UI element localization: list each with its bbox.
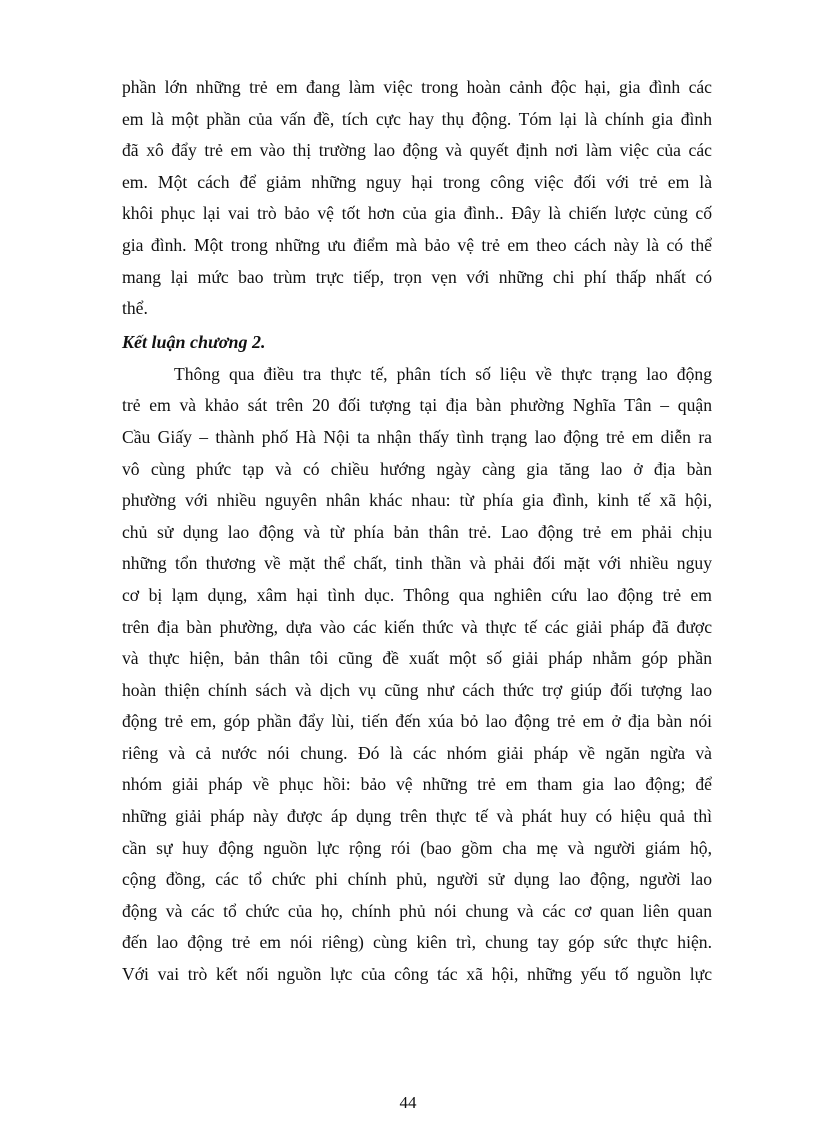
text-line: cơ bị lạm dụng, xâm hại tình dục. Thông qua nghiên cứu lao động trẻ em [122,584,712,605]
text-line: em. Một cách để giảm những nguy hại trong công việc đối với trẻ em là [122,171,712,192]
text-line: những giải pháp này được áp dụng trên thực tế và phát huy có hiệu quả thì [122,806,712,827]
text-line: Thông qua điều tra thực tế, phân tích số liệu về thực trạng lao động [174,363,712,384]
text-line: trẻ em và khảo sát trên 20 đối tượng tại địa bàn phường Nghĩa Tân – quận [122,395,712,416]
text-line: động trẻ em, góp phần đẩy lùi, tiến đến xúa bỏ lao động trẻ em ở địa bàn nói [122,711,712,732]
text-line: gia đình. Một trong những ưu điểm mà bảo vệ trẻ em theo cách này là có thể [122,234,712,255]
text-line: cần sự huy động nguồn lực rộng rói (bao gồm cha mẹ và người giám hộ, [122,837,712,858]
text-line: cộng đồng, các tổ chức phi chính phủ, người sử dụng lao động, người lao [122,869,712,890]
text-line: những tổn thương về mặt thể chất, tinh thần và phải đối mặt với nhiều nguy [122,553,712,574]
section-heading: Kết luận chương 2. [122,331,266,352]
text-line: chủ sử dụng lao động và từ phía bản thân trẻ. Lao động trẻ em phải chịu [122,521,712,542]
text-line: Cầu Giấy – thành phố Hà Nội ta nhận thấy tình trạng lao động trẻ em diễn ra [122,426,712,447]
text-line: Với vai trò kết nối nguồn lực của công tác xã hội, những yếu tố nguồn lực [122,964,712,985]
page-number: 44 [399,1093,417,1112]
text-line: trên địa bàn phường, dựa vào các kiến thức và thực tế các giải pháp đã được [122,616,712,637]
paragraph-1 [122,72,712,325]
text-line: vô cùng phức tạp và có chiều hướng ngày càng gia tăng lao ở địa bàn [122,458,712,479]
paragraph-2 [122,359,712,991]
text-line: nhóm giải pháp về phục hồi: bảo vệ những trẻ em tham gia lao động; để [122,774,712,795]
text-line: hoàn thiện chính sách và dịch vụ cũng như cách thức trợ giúp đối tượng lao [122,679,712,700]
text-line: khôi phục lại vai trò bảo vệ tốt hơn của gia đình.. Đây là chiến lược củng cố [122,203,712,224]
text-line: phường với nhiều nguyên nhân khác nhau: từ phía gia đình, kinh tế xã hội, [122,490,712,511]
text-line: đã xô đẩy trẻ em vào thị trường lao động và quyết định nơi làm việc của các [122,140,712,161]
text-line: và thực hiện, bản thân tôi cũng đề xuất một số giải pháp nhằm góp phần [122,648,712,669]
text-line: đến lao động trẻ em nói riêng) cùng kiên trì, chung tay góp sức thực hiện. [122,932,712,953]
text-line: phần lớn những trẻ em đang làm việc trong hoàn cảnh độc hại, gia đình các [122,77,712,97]
text-line: động và các tổ chức của họ, chính phủ nói chung và các cơ quan liên quan [122,900,712,921]
page-content [122,72,712,991]
text-line: mang lại mức bao trùm trực tiếp, trọn vẹn với những chi phí thấp nhất có [122,266,712,287]
text-line: riêng và cả nước nói chung. Đó là các nhóm giải pháp về ngăn ngừa và [122,742,712,763]
text-line: em là một phần của vấn đề, tích cực hay thụ động. Tóm lại là chính gia đình [122,108,712,129]
text-line: thể. [122,298,148,319]
